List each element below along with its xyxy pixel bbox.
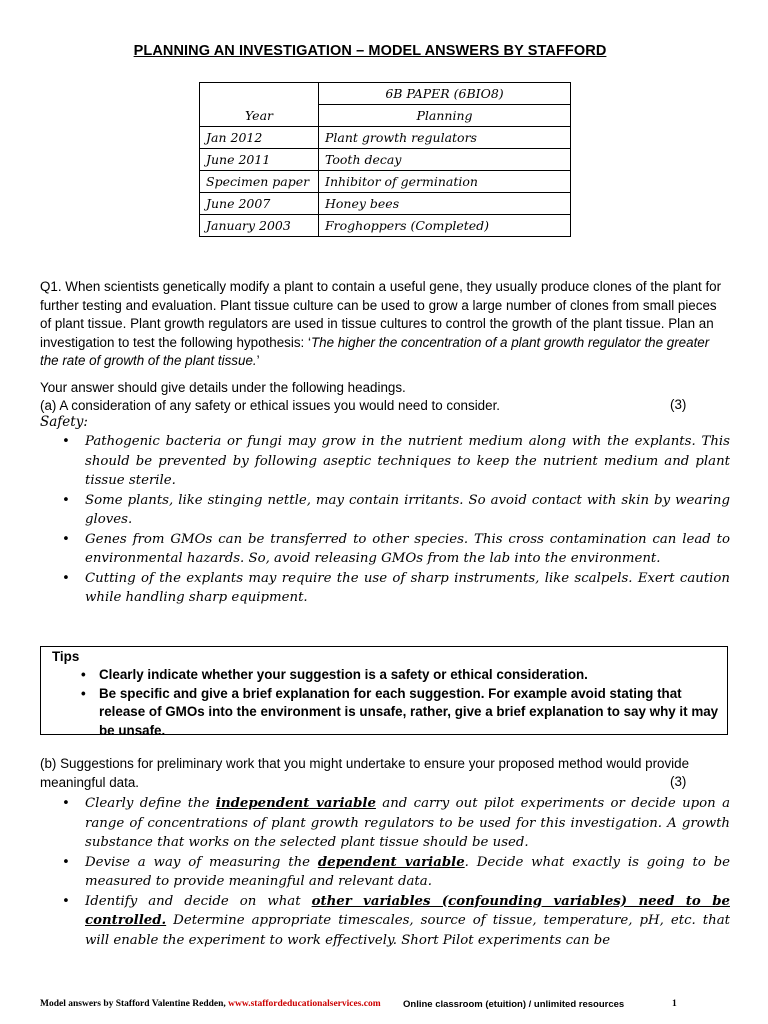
part-a-marks: (3)	[670, 397, 687, 412]
table-header-planning: Planning	[319, 105, 571, 127]
tip-item: • Be specific and give a brief explanation for each suggestion. For example avoid stating that release of GMOs into the environment is unsafe, rather, give a brief explanation to say why it may be unsafe.	[81, 685, 721, 741]
item-text: Devise a way of measuring the	[85, 854, 318, 870]
safety-answers-list	[62, 432, 730, 608]
list-item	[62, 853, 730, 892]
item-text: Clearly define the	[85, 796, 216, 811]
tips-list	[81, 666, 721, 740]
key-term-independent-variable: independent variable	[215, 796, 376, 811]
safety-heading: Safety:	[40, 414, 88, 430]
key-term-controlled-variables: other variables (confounding variables) need to be controlled.	[85, 893, 730, 928]
list-item: • Some plants, like stinging nettle, may contain irritants. So avoid contact with skin by wearing gloves.	[62, 491, 730, 530]
page-title: PLANNING AN INVESTIGATION – MODEL ANSWERS BY STAFFORD	[133, 43, 607, 59]
table-row	[200, 193, 571, 215]
tips-box	[40, 646, 728, 738]
key-term-dependent-variable: dependent variable	[317, 854, 465, 870]
part-b-question: (b) Suggestions for preliminary work that you might undertake to ensure your proposed method would provide meaningful data.	[40, 756, 690, 790]
table-caption: 6B PAPER (6BIO8)	[319, 83, 571, 105]
table-header-year: Year	[200, 105, 319, 127]
item-text: . Decide what exactly is going to be measured to provide meaningful and relevant data.	[85, 854, 730, 889]
page-number: 1	[672, 999, 677, 1009]
part-a-question: (a) A consideration of any safety or ethical issues you would need to consider.	[40, 398, 501, 413]
hypothesis-text: The higher the concentration of a plant growth regulator the greater the rate of growth of the plant tissue.	[40, 334, 710, 368]
table-row	[200, 171, 571, 193]
table-row	[200, 127, 571, 149]
table-caption-spacer	[200, 83, 319, 105]
table-cell-year: June 2007	[200, 193, 319, 215]
table-cell-topic: Inhibitor of germination	[319, 171, 571, 193]
list-item: • Cutting of the explants may require the use of sharp instruments, like scalpels. Exert caution while handling sharp equipment.	[62, 569, 730, 608]
tips-title: Tips	[52, 649, 80, 664]
footer-credit	[40, 999, 381, 1009]
table-cell-topic: Tooth decay	[319, 149, 571, 171]
footer-author: Model answers by Stafford Valentine Redden,	[40, 999, 229, 1009]
table-cell-year: January 2003	[200, 215, 319, 237]
list-item	[62, 892, 730, 951]
table-row	[200, 215, 571, 237]
part-b-marks: (3)	[670, 774, 687, 789]
table-caption-row	[200, 83, 571, 105]
table-cell-topic: Plant growth regulators	[319, 127, 571, 149]
list-item: • Pathogenic bacteria or fungi may grow in the nutrient medium along with the explants. This should be prevented by following aseptic techniques to keep the nutrient medium and plant tissue sterile.	[62, 432, 730, 491]
footer-website-link[interactable]: www.staffordeducationalservices.com	[228, 999, 381, 1009]
table-cell-topic: Honey bees	[319, 193, 571, 215]
footer-tagline: Online classroom (etuition) / unlimited resources	[403, 999, 625, 1010]
headings-instruction: Your answer should give details under the following headings.	[40, 380, 406, 395]
question-1-intro	[40, 278, 730, 371]
past-paper-table	[199, 82, 571, 237]
plan-suffix: ’	[256, 353, 260, 368]
page-footer	[40, 999, 730, 1013]
table-cell-year: Specimen paper	[200, 171, 319, 193]
list-item	[62, 794, 730, 853]
table-cell-year: June 2011	[200, 149, 319, 171]
question-1-text: Q1. When scientists genetically modify a plant to contain a useful gene, they usually produce clones of the plant for further testing and evaluation. Plant tissue culture can be used to grow a large number of clones from small pieces of plant tissue. Plant growth regulators are used in tissue cultures to control the growth of the plant tissue.	[40, 279, 722, 331]
preliminary-work-list	[62, 794, 730, 950]
item-text: Identify and decide on what	[85, 893, 312, 909]
plan-prefix: Plan an investigation to test the following hypothesis: ‘	[40, 316, 714, 350]
tip-item: • Clearly indicate whether your suggestion is a safety or ethical consideration.	[81, 666, 721, 685]
item-text: and carry out pilot experiments or decide upon a range of concentrations of plant growth regulators to be used for this investigation. A growth substance that works on the selected plant tissue should be used.	[85, 796, 731, 850]
table-row	[200, 149, 571, 171]
table-cell-topic: Froghoppers (Completed)	[319, 215, 571, 237]
item-text: Determine appropriate timescales, source of tissue, temperature, pH, etc. that will enable the experiment to work effectively. Short Pilot experiments can be	[85, 913, 730, 948]
table-header-row	[200, 105, 571, 127]
list-item: • Genes from GMOs can be transferred to other species. This cross contamination can lead to environmental hazards. So, avoid releasing GMOs from the lab into the environment.	[62, 530, 730, 569]
table-cell-year: Jan 2012	[200, 127, 319, 149]
